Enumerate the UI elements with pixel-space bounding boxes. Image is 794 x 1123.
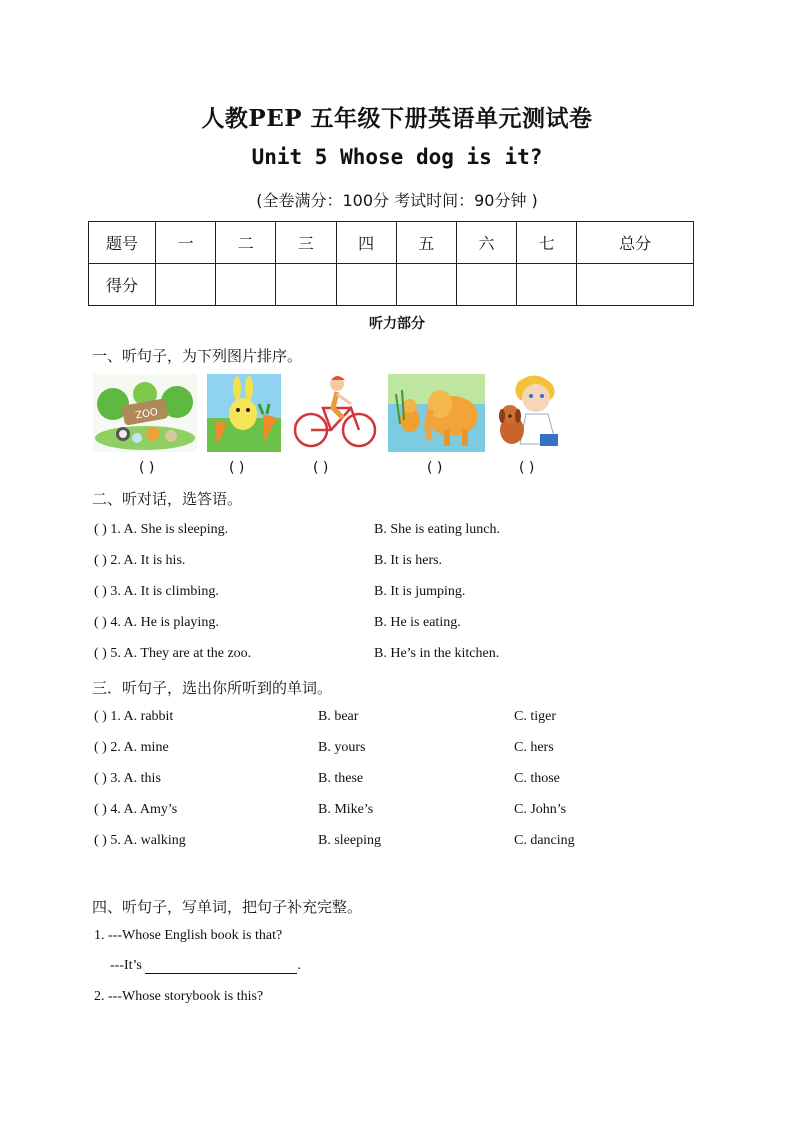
question-1-heading: 一、听句子，为下列图片排序。 [92, 347, 303, 365]
score-table [88, 221, 694, 306]
q3-item-option-c: C. John’s [514, 802, 567, 817]
q2-item-option-b: B. He is eating. [374, 615, 461, 630]
q3-item-option-a: ( ) 1. A. rabbit [94, 709, 174, 724]
score-table-score-row [89, 264, 694, 306]
elephant-dog-picture [388, 374, 485, 452]
answer-blank[interactable]: ( ) [139, 460, 155, 476]
q2-item-option-a: ( ) 3. A. It is climbing. [94, 584, 219, 599]
score-cell: 七 [517, 222, 577, 264]
q3-item-option-c: C. those [514, 771, 560, 786]
q2-item-option-b: B. He’s in the kitchen. [374, 646, 500, 661]
score-table-header-row [89, 222, 694, 264]
fill-in-blank[interactable] [145, 959, 297, 974]
answer-blank[interactable]: ( ) [229, 460, 245, 476]
score-input-cell[interactable] [577, 264, 694, 306]
exam-title: 人教PEP 五年级下册英语单元测试卷 [201, 105, 593, 132]
score-label: 得分 [89, 264, 156, 306]
svg-text:ZOO: ZOO [134, 406, 159, 422]
score-cell: 二 [216, 222, 276, 264]
q2-item-option-a: ( ) 2. A. It is his. [94, 553, 186, 568]
q2-item-option-a: ( ) 5. A. They are at the zoo. [94, 646, 252, 661]
q2-item-option-a: ( ) 4. A. He is playing. [94, 615, 219, 630]
q4-line-2 [110, 958, 301, 974]
boy-puppy-picture [496, 374, 568, 452]
q4-line-2-suffix: . [297, 958, 301, 973]
q3-item-option-b: B. these [318, 771, 364, 786]
question-2-heading: 二、听对话，选答语。 [92, 490, 243, 508]
score-input-cell[interactable] [517, 264, 577, 306]
score-input-cell[interactable] [276, 264, 336, 306]
q3-item-option-b: B. Mike’s [318, 802, 374, 817]
q3-item-option-b: B. bear [318, 709, 359, 724]
q3-item-option-b: B. sleeping [318, 833, 381, 848]
q3-item-option-c: C. dancing [514, 833, 575, 848]
q3-item-option-c: C. hers [514, 740, 554, 755]
q3-item-option-a: ( ) 4. A. Amy’s [94, 802, 178, 817]
score-input-cell[interactable] [156, 264, 216, 306]
listening-section-title: 听力部分 [369, 316, 425, 332]
q2-item-option-b: B. It is jumping. [374, 584, 466, 599]
q3-item-option-a: ( ) 2. A. mine [94, 740, 169, 755]
q3-item-option-c: C. tiger [514, 709, 556, 724]
girl-bike-picture [293, 374, 377, 452]
q3-item-option-a: ( ) 3. A. this [94, 771, 161, 786]
score-cell: 题号 [89, 222, 156, 264]
q2-item-option-b: B. It is hers. [374, 553, 443, 568]
score-cell: 五 [396, 222, 456, 264]
score-cell: 一 [156, 222, 216, 264]
zoo-sign-picture [93, 374, 197, 452]
q4-line-3: 2. ---Whose storybook is this? [94, 989, 264, 1004]
rabbit-carrot-picture [207, 374, 281, 452]
unit-title: Unit 5 Whose dog is it? [251, 145, 543, 169]
question-4-heading: 四、听句子，写单词，把句子补充完整。 [92, 898, 363, 916]
score-cell: 六 [456, 222, 516, 264]
score-input-cell[interactable] [336, 264, 396, 306]
q4-line-1: 1. ---Whose English book is that? [94, 928, 283, 943]
exam-info: (全卷满分：100分 考试时间：90分钟 ) [256, 191, 538, 210]
answer-blank[interactable]: ( ) [519, 460, 535, 476]
answer-blank[interactable]: ( ) [427, 460, 443, 476]
answer-blank[interactable]: ( ) [313, 460, 329, 476]
q4-line-2-prefix: ---It’s [110, 958, 142, 973]
score-input-cell[interactable] [216, 264, 276, 306]
score-input-cell[interactable] [396, 264, 456, 306]
score-cell: 三 [276, 222, 336, 264]
q2-item-option-b: B. She is eating lunch. [374, 522, 500, 537]
q2-item-option-a: ( ) 1. A. She is sleeping. [94, 522, 229, 537]
score-input-cell[interactable] [456, 264, 516, 306]
question-3-heading: 三．听句子，选出你所听到的单词。 [92, 679, 333, 697]
q3-item-option-a: ( ) 5. A. walking [94, 833, 186, 848]
score-cell: 四 [336, 222, 396, 264]
score-cell: 总分 [577, 222, 694, 264]
q3-item-option-b: B. yours [318, 740, 366, 755]
